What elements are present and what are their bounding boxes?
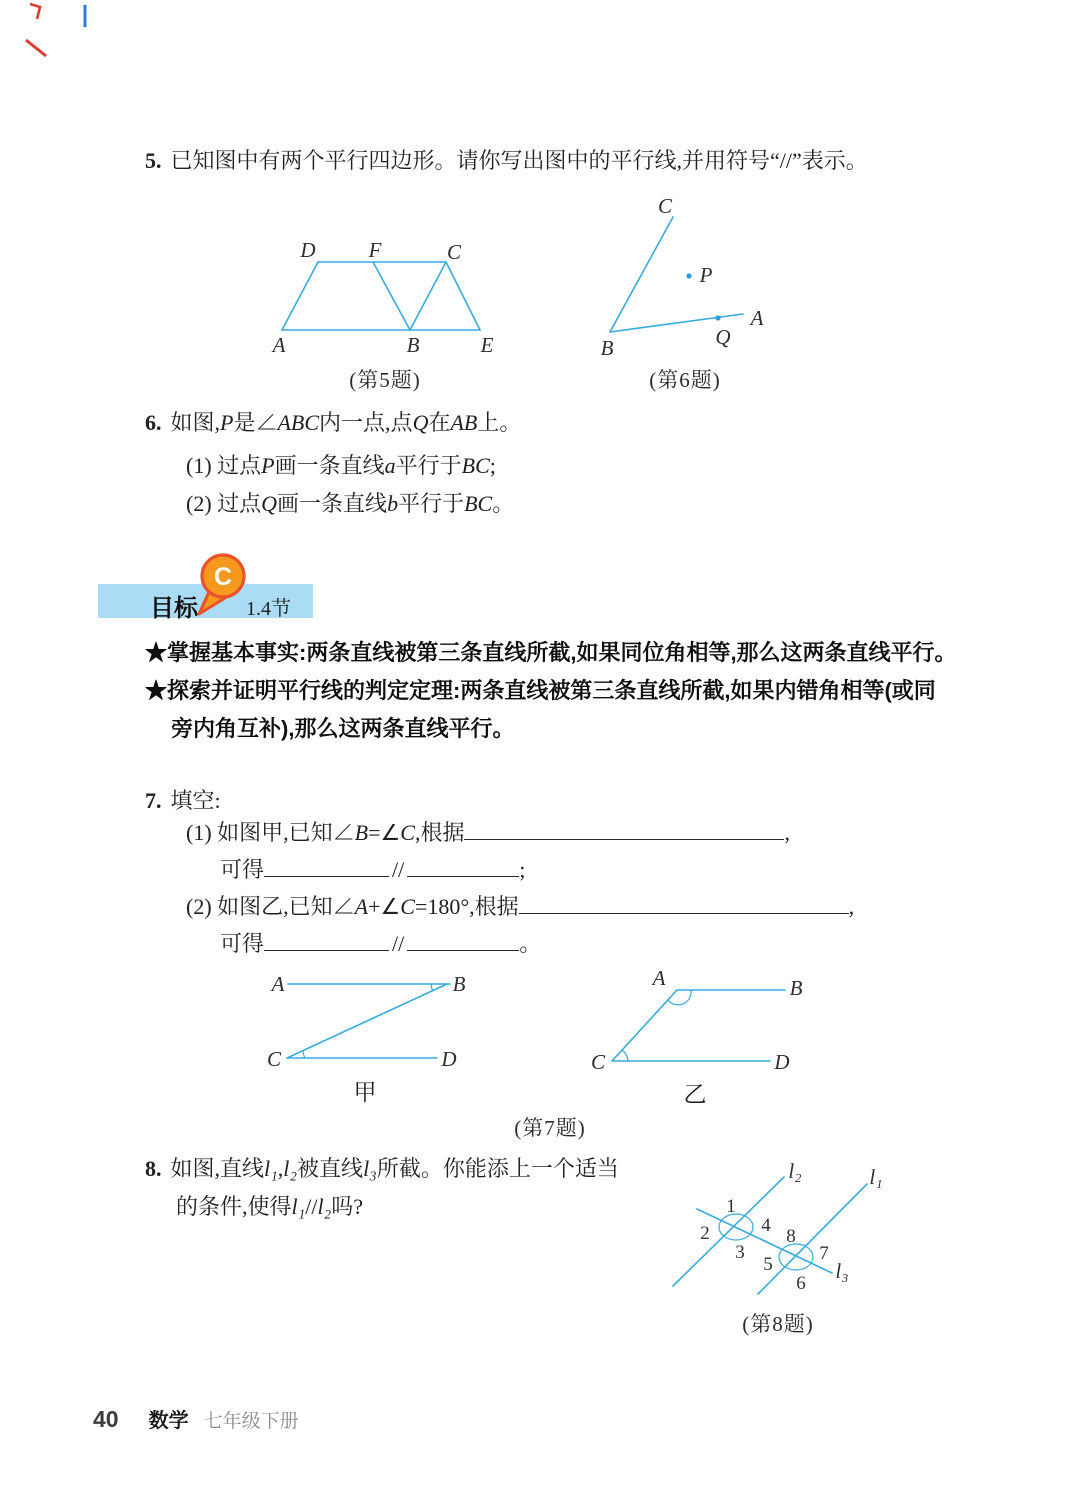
- problem-8-number: 8.: [145, 1156, 162, 1181]
- point-label-E: E: [480, 333, 494, 357]
- fill-blank: [264, 929, 389, 951]
- point-label-C: C: [266, 1047, 282, 1071]
- problem-5-text: 已知图中有两个平行四边形。请你写出图中的平行线,并用符号“//”表示。: [170, 148, 868, 173]
- angle-arc-A: [668, 990, 691, 1005]
- punctuation: 。: [519, 931, 542, 956]
- segment-CE: [446, 262, 480, 330]
- point-label-A: A: [652, 966, 666, 990]
- red-mark-icon: [26, 40, 46, 56]
- grade-c-balloon-icon: [193, 546, 253, 618]
- problem-6-text: 如图,P是∠ABC内一点,点Q在AB上。: [170, 410, 522, 435]
- parallel-symbol: //: [392, 931, 405, 956]
- point-Q-dot: [715, 315, 720, 320]
- problem-8-line-2: 的条件,使得l₁//l₂吗?: [176, 1194, 364, 1219]
- point-label-C: C: [657, 194, 673, 218]
- figure-8-caption: (第8题): [742, 1312, 814, 1336]
- punctuation: ;: [519, 857, 526, 882]
- segment-AD: [282, 262, 318, 330]
- angle-label-3: 3: [735, 1242, 745, 1263]
- point-label-B: B: [789, 976, 803, 1000]
- line-2-prefix: 可得: [220, 931, 265, 956]
- angle-label-2: 2: [700, 1223, 710, 1244]
- point-label-C: C: [446, 240, 462, 264]
- angle-arc-B: [431, 984, 433, 991]
- red-mark-icon: [30, 4, 40, 19]
- figure-problem-6: [593, 194, 778, 372]
- angle-label-5: 5: [763, 1254, 773, 1275]
- angle-label-6: 6: [796, 1273, 806, 1294]
- problem-7-item-2: [186, 892, 854, 922]
- problem-8: [145, 1154, 619, 1184]
- line-label-l1: l₁: [869, 1165, 883, 1189]
- point-label-B: B: [406, 333, 420, 357]
- figure-problem-8: [645, 1159, 895, 1307]
- figure-problem-5: [255, 240, 500, 365]
- item-2-prefix: (2) 如图乙,已知∠A+∠C=180°,根据: [186, 894, 519, 919]
- line-l1: [758, 1184, 867, 1294]
- angle-arc-C: [622, 1050, 628, 1061]
- grade-letter: C: [213, 563, 233, 591]
- problem-7-item-1-line-2: [220, 855, 525, 885]
- punctuation: ,: [784, 820, 790, 845]
- angle-label-7: 7: [819, 1243, 829, 1264]
- goal-section-label: 1.4节: [246, 598, 291, 620]
- point-label-D: D: [774, 1050, 790, 1074]
- point-label-D: D: [300, 238, 316, 262]
- fill-blank: [519, 892, 849, 914]
- problem-5-number: 5.: [145, 148, 162, 173]
- figure-5-caption: (第5题): [349, 368, 421, 392]
- ray-BC: [610, 217, 673, 332]
- page-number: 40: [93, 1406, 119, 1432]
- problem-7-item-2-line-2: [220, 929, 541, 959]
- fill-blank: [464, 818, 784, 840]
- line-2-prefix: 可得: [220, 857, 265, 882]
- item-1-prefix: (1) 如图甲,已知∠B=∠C,根据: [186, 820, 465, 845]
- volume-label: 七年级下册: [203, 1411, 299, 1432]
- problem-5: [145, 146, 868, 176]
- figure-7-caption: (第7题): [514, 1116, 586, 1140]
- problem-7-number: 7.: [145, 788, 162, 813]
- angle-label-4: 4: [761, 1215, 771, 1236]
- point-label-A: A: [750, 306, 764, 330]
- point-label-C: C: [590, 1050, 606, 1074]
- point-label-F: F: [368, 238, 382, 262]
- point-label-B: B: [452, 972, 466, 996]
- point-label-A: A: [272, 333, 286, 357]
- goal-bullet-1: ★掌握基本事实:两条直线被第三条直线所截,如果同位角相等,那么这两条直线平行。: [145, 640, 957, 665]
- corner-print-marks: [16, 0, 106, 66]
- point-P-dot: [686, 273, 691, 278]
- segment-FB: [373, 262, 410, 330]
- line-label-l2: l₂: [788, 1159, 802, 1183]
- problem-7-title: 填空:: [170, 788, 221, 813]
- problem-7-item-1: [186, 818, 790, 848]
- problem-6-item-2: (2) 过点Q画一条直线b平行于BC。: [186, 491, 515, 516]
- angle-label-8: 8: [786, 1226, 796, 1247]
- figure-6-caption: (第6题): [649, 368, 721, 392]
- figure-7-yi-label: 乙: [683, 1082, 707, 1107]
- goal-bullets: [145, 634, 957, 748]
- subject-label: 数学: [148, 1410, 189, 1432]
- segment-BC: [287, 984, 447, 1058]
- segment-CB: [410, 262, 446, 330]
- point-label-P: P: [699, 263, 713, 287]
- parallel-symbol: //: [392, 857, 405, 882]
- point-label-A: A: [271, 972, 285, 996]
- fill-blank: [407, 855, 519, 877]
- fill-blank: [407, 929, 519, 951]
- punctuation: ,: [848, 894, 855, 919]
- figure-7-jia-label: 甲: [353, 1080, 377, 1105]
- point-label-B: B: [600, 336, 614, 360]
- problem-7: [145, 786, 221, 816]
- problem-6-item-1: (1) 过点P画一条直线a平行于BC;: [186, 453, 496, 478]
- problem-6: [145, 408, 521, 438]
- intersection-circle-2: [779, 1244, 813, 1270]
- fill-blank: [264, 855, 389, 877]
- goal-badge-label: 目标: [150, 595, 198, 622]
- line-label-l3: l₃: [835, 1259, 849, 1283]
- angle-arc-C: [303, 1050, 305, 1058]
- page-footer: [93, 1404, 299, 1433]
- point-label-Q: Q: [715, 325, 731, 349]
- goal-bullet-2: ★探索并证明平行线的判定定理:两条直线被第三条直线所截,如果内错角相等(或同旁内角互补),那么这两条直线平行。: [145, 678, 936, 741]
- point-label-D: D: [441, 1047, 457, 1071]
- angle-label-1: 1: [726, 1196, 736, 1217]
- problem-8-line-1: 如图,直线l₁,l₂被直线l₃所截。你能添上一个适当: [170, 1156, 619, 1181]
- problem-6-number: 6.: [145, 410, 162, 435]
